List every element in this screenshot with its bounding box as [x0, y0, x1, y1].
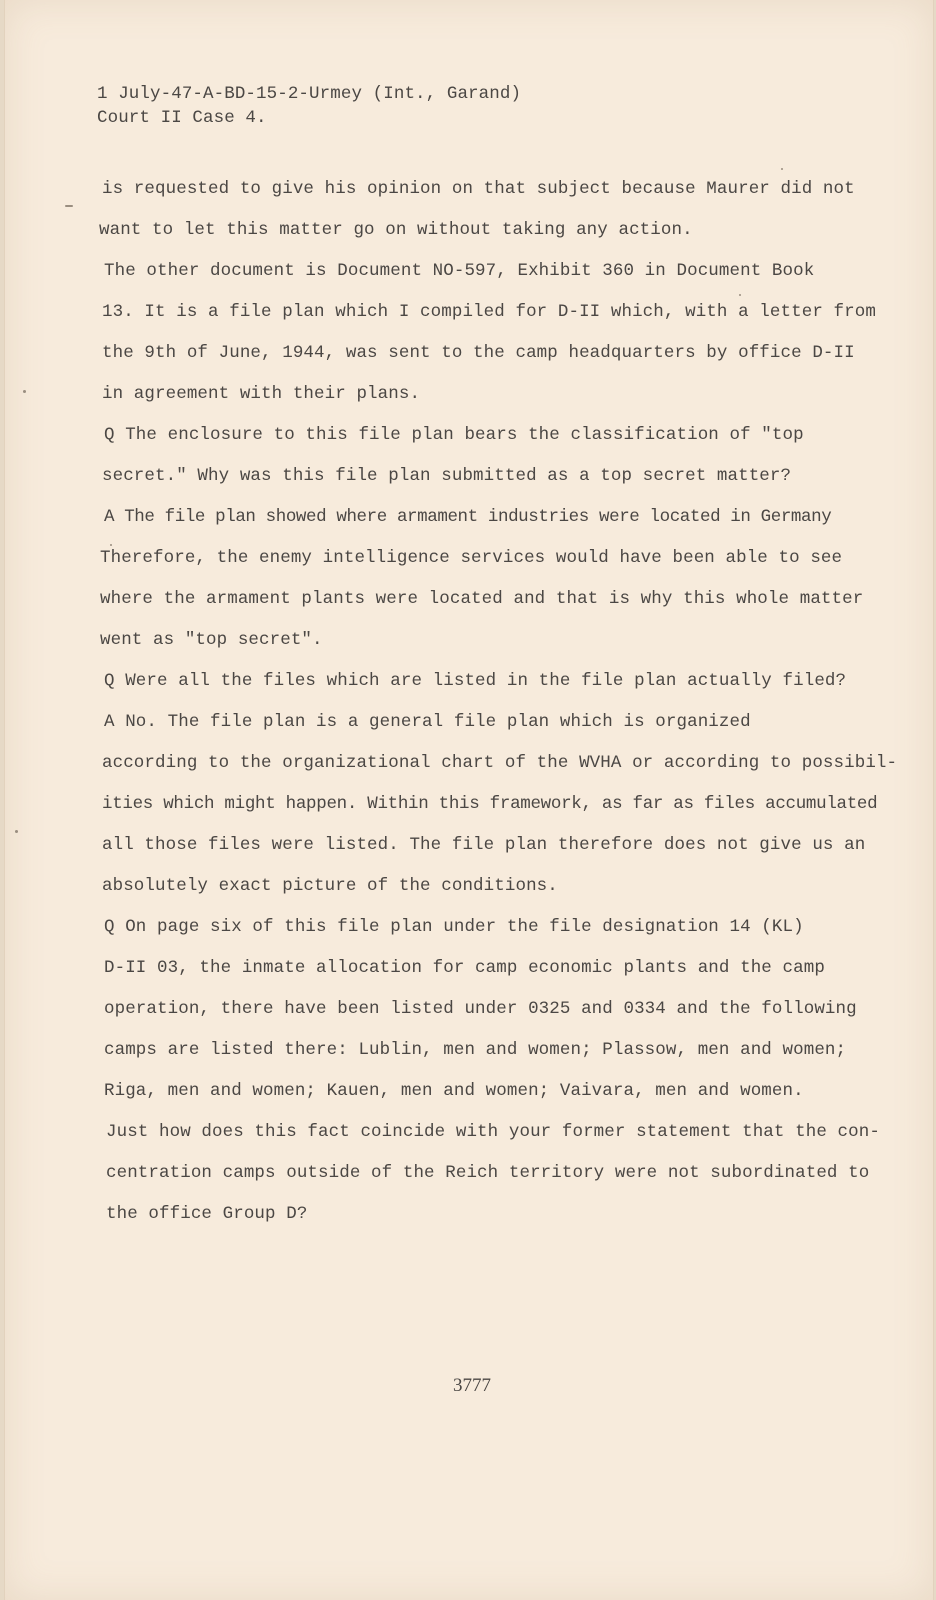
paper-speck — [739, 294, 741, 296]
document-page — [4, 0, 934, 1600]
transcript-line: Riga, men and women; Kauen, men and women; Vaivara, men and women. — [104, 1081, 804, 1101]
transcript-line: in agreement with their plans. — [102, 384, 421, 404]
transcript-line: according to the organizational chart of the WVHA or according to possibil- — [102, 753, 898, 773]
paper-speck — [65, 205, 73, 207]
transcript-line: A No. The file plan is a general file plan which is organized — [104, 712, 751, 732]
paper-speck — [15, 830, 18, 833]
transcript-line: Q Were all the files which are listed in the file plan actually filed? — [104, 671, 847, 691]
page-number: 3777 — [453, 1375, 491, 1396]
transcript-line: want to let this matter go on without taking any action. — [99, 220, 693, 240]
transcript-line: camps are listed there: Lublin, men and women; Plassow, men and women; — [104, 1040, 847, 1060]
paper-speck — [23, 390, 26, 393]
transcript-line: is requested to give his opinion on that subject because Maurer did not — [102, 179, 855, 199]
transcript-line: 13. It is a file plan which I compiled for D-II which, with a letter from — [102, 302, 876, 322]
document-header — [97, 82, 521, 130]
transcript-line: all those files were listed. The file plan therefore does not give us an — [102, 835, 866, 855]
transcript-line: absolutely exact picture of the conditions. — [102, 876, 558, 896]
transcript-line: operation, there have been listed under 0325 and 0334 and the following — [104, 999, 857, 1019]
paper-speck — [110, 544, 112, 546]
transcript-line: the 9th of June, 1944, was sent to the camp headquarters by office D-II — [102, 343, 855, 363]
transcript-line: centration camps outside of the Reich territory were not subordinated to — [106, 1163, 870, 1183]
transcript-line: where the armament plants were located and that is why this whole matter — [100, 589, 864, 609]
paper-speck — [781, 168, 783, 170]
transcript-line: secret." Why was this file plan submitted as a top secret matter? — [102, 466, 792, 486]
transcript-line: went as "top secret". — [100, 630, 323, 650]
transcript-line: The other document is Document NO-597, Exhibit 360 in Document Book — [104, 261, 815, 281]
transcript-line: Q The enclosure to this file plan bears the classification of "top — [104, 425, 804, 445]
transcript-line: A The file plan showed where armament industries were located in Germany — [104, 507, 832, 527]
transcript-line: Therefore, the enemy intelligence services would have been able to see — [100, 548, 843, 568]
transcript-line: Q On page six of this file plan under the file designation 14 (KL) — [104, 917, 804, 937]
transcript-line: ities which might happen. Within this framework, as far as files accumulated — [102, 794, 878, 814]
header-reference: 1 July-47-A-BD-15-2-Urmey (Int., Garand) — [97, 84, 522, 104]
header-court-case: Court II Case 4. — [97, 108, 267, 128]
transcript-line: D-II 03, the inmate allocation for camp economic plants and the camp — [104, 958, 825, 978]
transcript-line: Just how does this fact coincide with your former statement that the con- — [106, 1122, 880, 1142]
transcript-line: the office Group D? — [106, 1204, 308, 1224]
